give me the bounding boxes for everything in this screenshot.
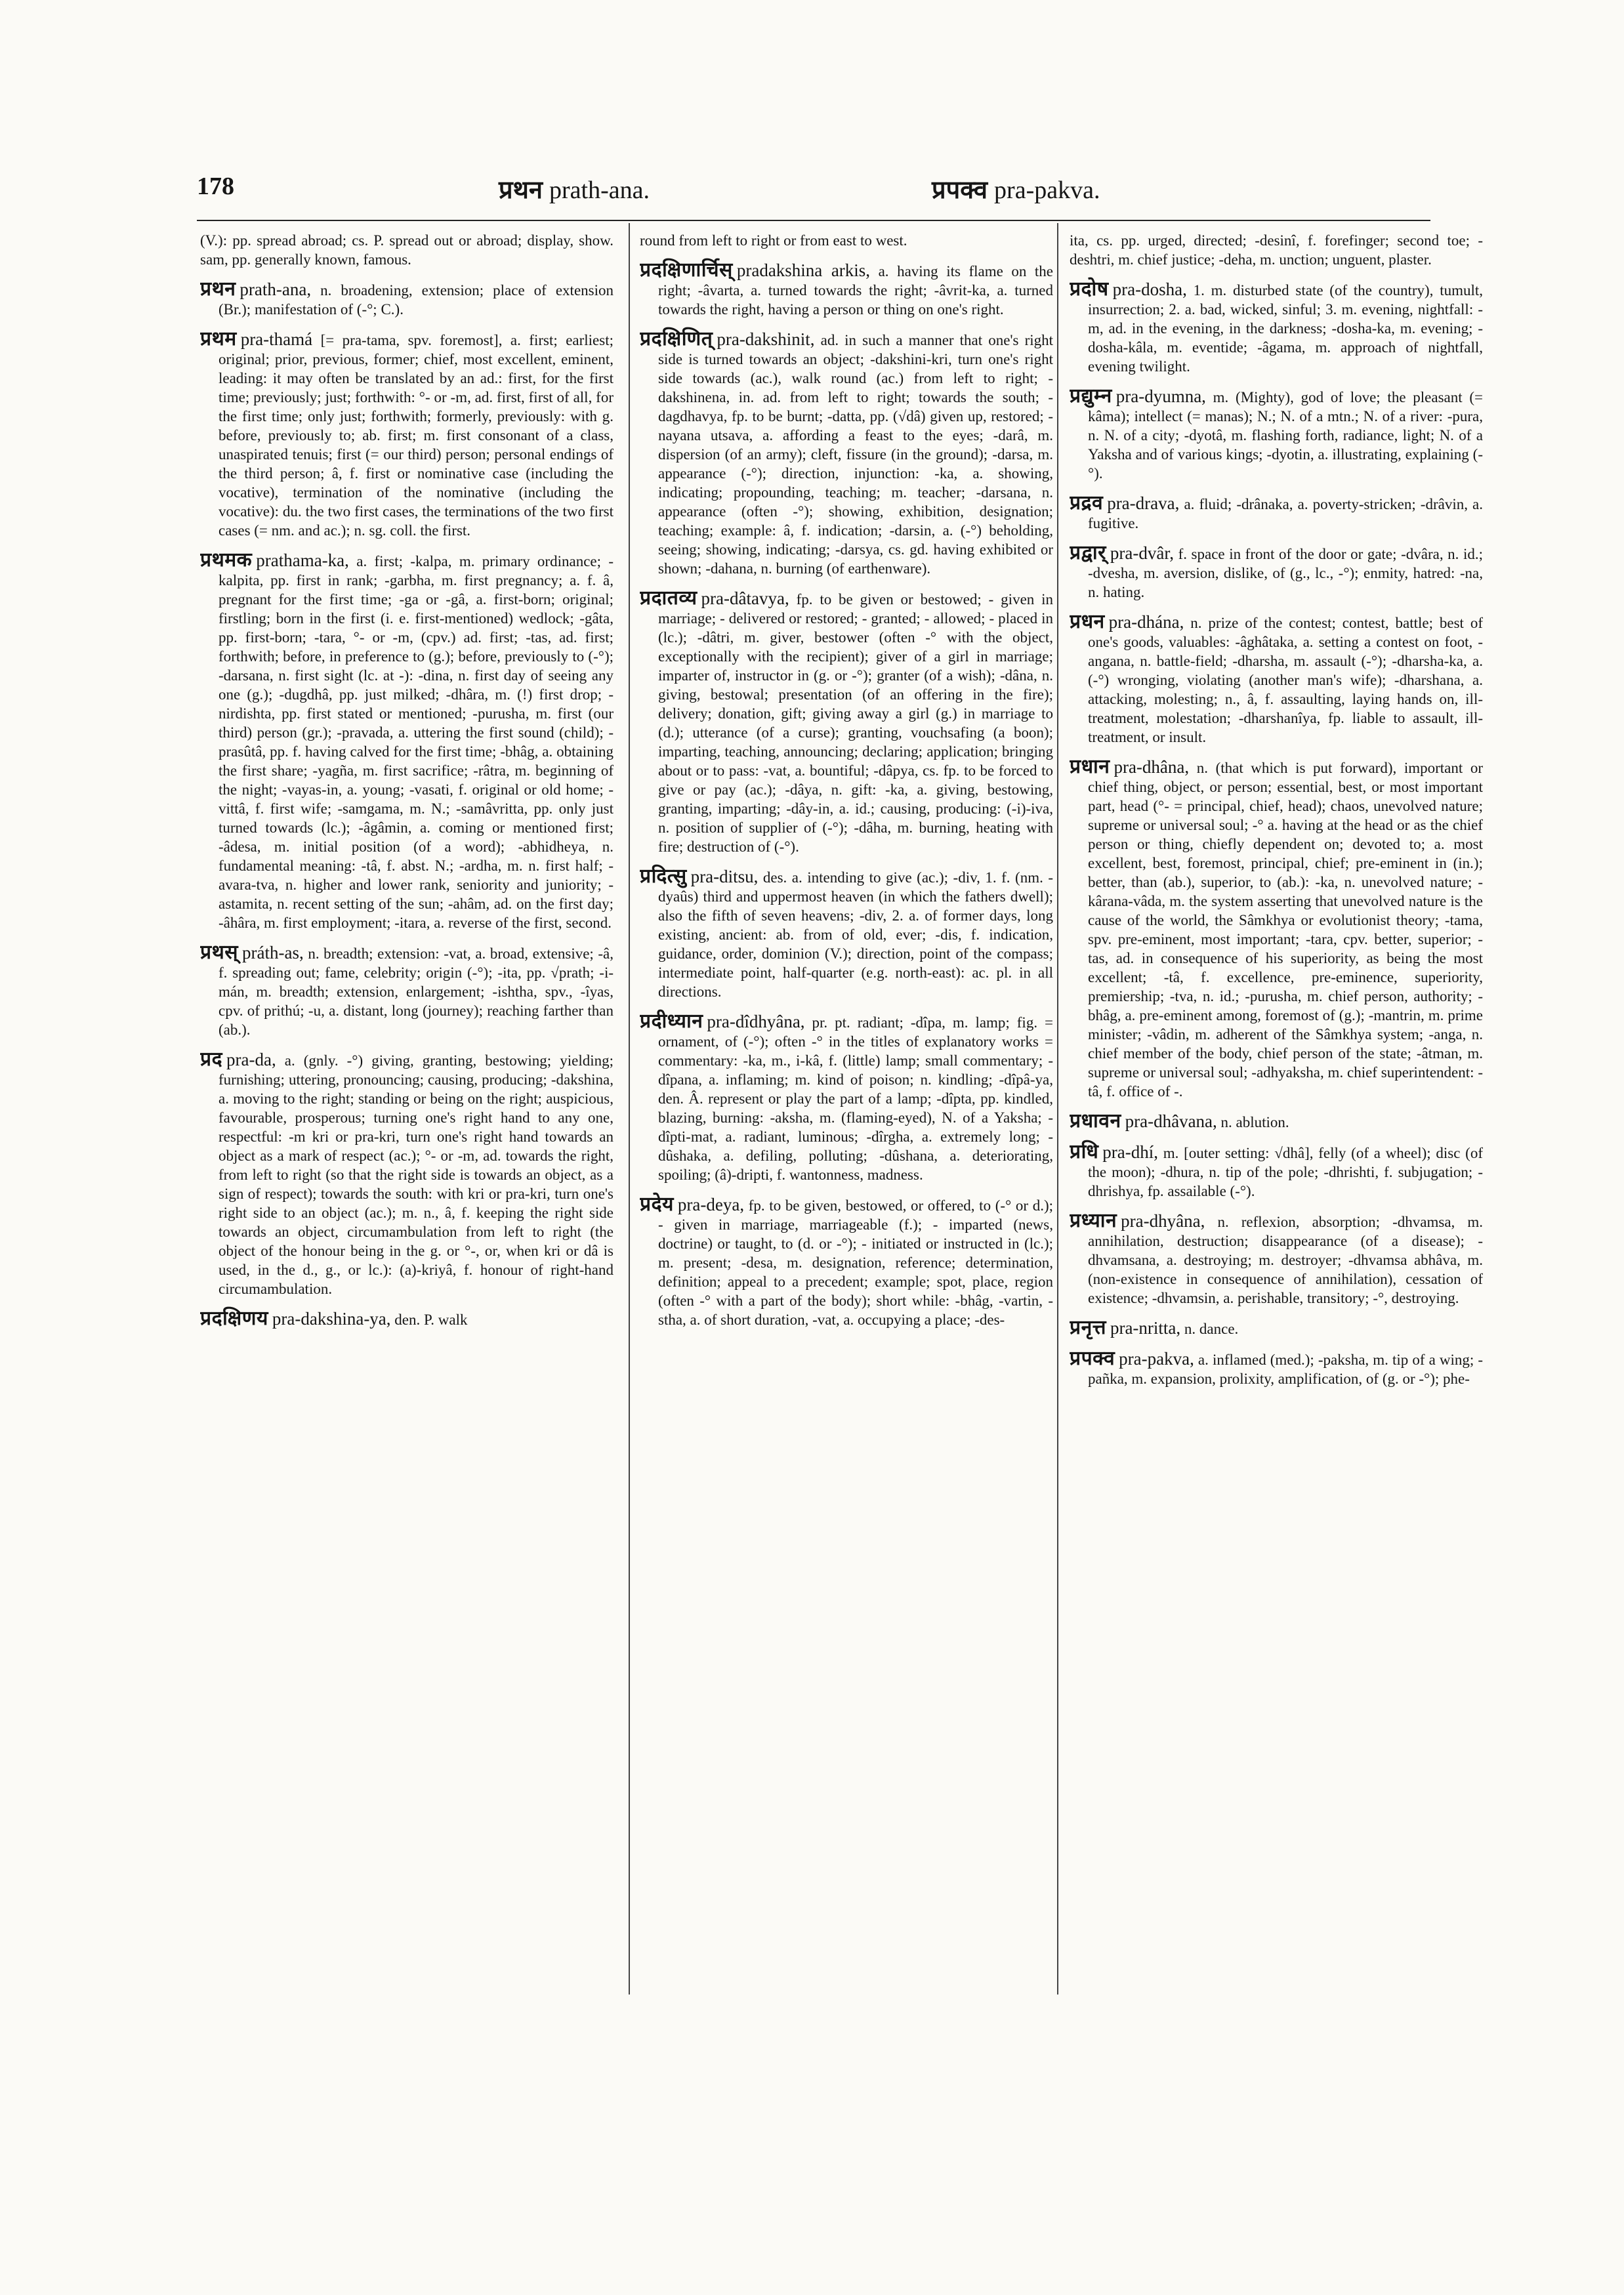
dictionary-entry bbox=[1070, 1318, 1483, 1338]
headword-transliteration: pra-thamá bbox=[240, 329, 313, 349]
headword-transliteration: pra-pakva, bbox=[1119, 1349, 1194, 1369]
headword-devanagari: प्रद्युम्न bbox=[1070, 385, 1112, 407]
headword-transliteration: pra-dâtavya, bbox=[701, 589, 789, 608]
column-3 bbox=[1070, 231, 1483, 2016]
headword-devanagari: प्रदक्षिणार्चिस् bbox=[640, 259, 733, 281]
page-number: 178 bbox=[197, 173, 234, 200]
dictionary-entry bbox=[640, 589, 1053, 856]
entry-definition: den. P. walk bbox=[394, 1312, 468, 1328]
headword-transliteration: pra-dhâna, bbox=[1114, 757, 1190, 777]
dictionary-entry bbox=[640, 1012, 1053, 1184]
headword-devanagari: प्रनृत्त bbox=[1070, 1317, 1106, 1338]
entry-definition: ad. in such a manner that one's right side is turned towards an object; -dakshini-kri, turn one's right side towards (ac.), walk round (ac.) from left to right; -dakshinena, in. ad. from left to right; towards the south; -dagdhavya, fp. to be burnt; -datta, pp. (√dâ) given up, restored; -nayana utsava, a. affording a feast to the eyes; -darâ, m. dispersion (of an army); cleft, fissure (in the ground); -darsa, m. appearance (-°); direction, injunction: -ka, a. showing, indicating; propounding, teaching; m. teacher; -darsana, n. appearance (often -°); showing, exhibition, designation; teaching; example: â, f. indication; -darsin, a. (-°) beholding, seeing; showing, indicating; -darsya, cs. gd. having exhibited or shown; -dahana, n. burning (of earthenware). bbox=[658, 332, 1053, 577]
headword-devanagari: प्रथस् bbox=[200, 941, 239, 963]
headword-devanagari: प्रद्वार् bbox=[1070, 542, 1106, 564]
headword-transliteration: pra-deya, bbox=[677, 1195, 745, 1214]
entry-continuation bbox=[640, 231, 1053, 250]
headword-transliteration: pra-dhyâna, bbox=[1121, 1211, 1205, 1231]
entry-definition: 1. m. disturbed state (of the country), tumult, insurrection; 2. a. bad, wicked, sinful; 3. m. evening, nightfall: -m, ad. in the evening, in the darkness; -dosha-ka, m. evening; -dosha-kâla, m. eventide; -âgama, m. approach of nightfall, evening twilight. bbox=[1088, 282, 1483, 375]
entry-definition: a. having its flame on the right; -âvarta, a. turned towards the right; -âvrit-ka, a. turned towards the right, having a person or thing on one's right. bbox=[658, 263, 1053, 318]
headword-transliteration: pra-dvâr, bbox=[1110, 543, 1174, 563]
headword-devanagari: प्रदातव्य bbox=[640, 587, 697, 609]
entry-continuation bbox=[1070, 231, 1483, 269]
headword-devanagari: प्रद्रव bbox=[1070, 492, 1104, 514]
entry-definition: n. reflexion, absorption; -dhvamsa, m. annihilation, destruction; disappearance (of a disease); -dhvamsana, a. destroying; m. destroyer; -dhvamsa abhâva, m. (non-existence in consequence of annihilation), cessation of existence; -dhvamsin, a. perishable, transitory; -°, destroying. bbox=[1088, 1214, 1483, 1306]
entry-definition: a. first; -kalpa, m. primary ordinance; -kalpita, pp. first in rank; -garbha, m. first pregnancy; a. f. â, pregnant for the first time; -ga or -gâ, a. first-born; original; firstling; born in the first (i. e. first-mentioned) wedlock; -gâta, pp. first-born; -tara, °- or -m, (cpv.) ad. first; -tas, ad. first; forthwith; before, in preference to (g.); before, previously to (-°); -darsana, n. first sight (lc. at -): -dina, n. first day of seeing any one (g.); -dugdhâ, pp. just milked; -dhâra, m. (!) first drop; -nirdishta, pp. first stated or mentioned; -purusha, m. first (our third) person (gr.); -pravada, a. uttering the first sound (child); -prasûtâ, pp. f. having calved for the first time; -bhâg, a. obtaining the first share; -yagña, m. first sacrifice; -râtra, m. beginning of the night; -vayas-in, a. young; -vasati, f. original or old home; -vittâ, f. first wife; -samgama, m. N.; -samâvritta, pp. only just turned towards (lc.); -âgâmin, a. coming or mentioned first; -âdesa, m. initial position (of a word); -abhidheya, n. fundamental meaning: -tâ, f. abst. N.; -ardha, m. n. first half; -avara-tva, n. higher and lower rank, seniority and juniority; -astamita, n. recent setting of the sun; -ahâm, ad. on the first day; -âhâra, m. first employment; -itara, a. reverse of the first, second. bbox=[219, 553, 614, 931]
dictionary-entry bbox=[1070, 386, 1483, 483]
entry-definition: pr. pt. radiant; -dîpa, m. lamp; fig. = ornament, of (-°); often -° in the titles of explanatory works = commentary: -ka, m., i-kâ, f. (little) lamp; small commentary; -dîpana, a. inflaming; m. kind of poison; n. kindling; -dîpâ-ya, den. Â. represent or play the part of a lamp; -dîpta, pp. kindled, blazing, burning: -aksha, m. (flaming-eyed), N. of a Yaksha; -dîpti-mat, a. radiant, luminous; -dîrgha, a. extremely long; -dûshaka, a. defiling, polluting; -dûshana, a. deteriorating, spoiling; (â)-dripti, f. wantonness, madness. bbox=[658, 1014, 1053, 1183]
headword-transliteration: prathama-ka, bbox=[256, 550, 349, 570]
running-header bbox=[197, 172, 1430, 211]
headword-devanagari: प्रदक्षिणित् bbox=[640, 328, 713, 350]
headword-transliteration: pra-ditsu, bbox=[690, 867, 759, 886]
dictionary-entry bbox=[1070, 757, 1483, 1101]
entry-definition: [= pra-tama, spv. foremost], a. first; earliest; original; prior, previous, former; chief, most excellent, eminent, leading: it may often be translated by an ad.: first, for the first time; previously; just; forthwith: °- or -m, ad. first, first of all, for the first time; only just; forthwith; formerly, previously: with g. before, previously to; ab. first; m. first consonant of a class, unaspirated tenuis; first (= our third) person; personal endings of the third person; â, f. first or nominative case (including the vocative), termination of the nominative (including the vocative): du. the two first cases, the terminations of the two first cases (= nm. and ac.); n. sg. coll. the first. bbox=[219, 332, 614, 539]
headword-devanagari: प्रदेय bbox=[640, 1193, 674, 1215]
dictionary-entry bbox=[640, 329, 1053, 578]
headword-devanagari: प्रपक्व bbox=[1070, 1348, 1115, 1369]
headword-devanagari: प्रधि bbox=[1070, 1141, 1099, 1163]
headword-devanagari: प्रथम bbox=[200, 328, 237, 350]
headword-devanagari: प्रधावन bbox=[1070, 1110, 1121, 1132]
dictionary-entry bbox=[200, 1309, 614, 1329]
entry-definition: n. ablution. bbox=[1220, 1114, 1289, 1130]
headword-devanagari: प्रध्यान bbox=[1070, 1210, 1117, 1231]
headword-devanagari: प्रथमक bbox=[200, 549, 253, 571]
dictionary-entry bbox=[1070, 493, 1483, 533]
dictionary-entry bbox=[200, 329, 614, 540]
column-divider bbox=[1057, 223, 1058, 1995]
entry-definition: n. breadth; extension: -vat, a. broad, extensive; -â, f. spreading out; fame, celebrity; origin (-°); -ita, pp. √prath; -i-mán, m. breadth; extension, enlargement; -ishtha, spv., -îyas, cpv. of prithú; -u, a. distant, long (journey); reaching farther than (ab.). bbox=[219, 945, 614, 1038]
headword-transliteration: práth-as, bbox=[242, 943, 304, 962]
dictionary-entry bbox=[640, 1195, 1053, 1329]
dictionary-entry bbox=[1070, 279, 1483, 376]
entry-definition: n. broadening, extension; place of extension (Br.); manifestation of (-°; C.). bbox=[219, 282, 614, 318]
dictionary-entry bbox=[1070, 1111, 1483, 1132]
headword-transliteration: pra-da, bbox=[226, 1050, 276, 1069]
dictionary-entry bbox=[640, 867, 1053, 1001]
headword-devanagari: प्रद bbox=[200, 1048, 222, 1070]
dictionary-entry bbox=[200, 550, 614, 932]
headword-transliteration: pra-dakshina-ya, bbox=[272, 1309, 391, 1329]
headword-transliteration: pra-dakshinit, bbox=[717, 329, 815, 349]
dictionary-entry bbox=[200, 279, 614, 319]
header-rule bbox=[197, 220, 1430, 221]
headword-transliteration: pra-dosha, bbox=[1112, 279, 1187, 299]
dictionary-entry bbox=[640, 260, 1053, 319]
entry-continuation bbox=[200, 231, 614, 269]
headword-devanagari: प्रथन bbox=[200, 278, 236, 300]
entry-definition: m. (Mighty), god of love; the pleasant (= kâma); intellect (= manas); N.; N. of a mtn.; N. of a river: -pura, n. N. of a city; -dyotâ, m. flashing forth, radiance, light; N. of a Yaksha and of various kings; -dyotin, a. illustrating, explaining (-°). bbox=[1088, 389, 1483, 482]
headword-devanagari: प्रधान bbox=[1070, 756, 1110, 777]
entry-definition: des. a. intending to give (ac.); -div, 1. f. (nm. -dyaûs) third and uppermost heaven (in which the fathers dwell); also the fifth of seven heavens; -div, 2. a. of former days, long existing, ancient: ab. from of old, ever; -dis, f. indication, guidance, order, dominion (V.); direction, point of the compass; intermediate point, half-quarter (e.g. north-east): ac. pl. in all directions. bbox=[658, 869, 1053, 1000]
entry-definition: round from left to right or from east to west. bbox=[640, 232, 907, 249]
dictionary-entry bbox=[1070, 1349, 1483, 1388]
entry-definition: a. fluid; -drânaka, a. poverty-stricken; -drâvin, a. fugitive. bbox=[1088, 496, 1483, 531]
column-2 bbox=[640, 231, 1053, 2016]
headword-transliteration: pra-dhí, bbox=[1102, 1142, 1159, 1162]
dictionary-entry bbox=[200, 943, 614, 1039]
header-first-word: प्रथन prath-ana. bbox=[499, 176, 650, 204]
entry-definition: f. space in front of the door or gate; -dvâra, n. id.; -dvesha, m. aversion, dislike, of (g., lc., -°); enmity, hatred: -na, n. hating. bbox=[1088, 546, 1483, 600]
headword-transliteration: pra-nritta, bbox=[1110, 1318, 1181, 1338]
column-divider bbox=[629, 223, 630, 1995]
column-1 bbox=[200, 231, 614, 2016]
entry-definition: n. (that which is put forward), important or chief thing, object, or person; essential, best, or most important part, head (°- = principal, chief, head); chaos, unevolved nature; supreme or universal soul; -° a. having at the head or as the chief person or thing, chiefly dependent on; devoted to; a. most excellent, best, foremost, principal, chief; pre-eminent in (in.); better, than (ab.), superior, to (ab.): -ka, n. unevolved nature; -kârana-vâda, m. the system asserting that unevolved nature is the cause of the world, the Sâmkhya or evolutionist theory; -tama, spv. pre-eminent, most important; -tara, cpv. better, superior; -tas, ad. in consequence of his superiority, as being the most excellent; -tâ, f. excellence, pre-eminence, superiority, premiership; -tva, n. id.; -purusha, m. chief person, authority; -bhâg, a. pre-eminent among, foremost of (g.); -mantrin, m. prime minister; -vâdin, m. adherent of the Sâmkhya system; -anga, n. chief member of the body, chief person of the state; -âtman, m. supreme or universal soul; -adhyaksha, m. chief superintendent: -tâ, f. office of -. bbox=[1088, 760, 1483, 1100]
headword-transliteration: prath-ana, bbox=[239, 279, 312, 299]
headword-devanagari: प्रदित्सु bbox=[640, 865, 687, 887]
headword-devanagari: प्रधन bbox=[1070, 611, 1105, 632]
entry-definition: n. dance. bbox=[1184, 1321, 1239, 1337]
headword-devanagari: प्रदक्षिणय bbox=[200, 1308, 268, 1329]
entry-definition: (V.): pp. spread abroad; cs. P. spread out or abroad; display, show. sam, pp. generally known, famous. bbox=[200, 232, 614, 268]
dictionary-entry bbox=[200, 1050, 614, 1298]
header-last-word: प्रपक्व pra-pakva. bbox=[932, 176, 1100, 204]
dictionary-entry bbox=[1070, 543, 1483, 602]
entry-definition: fp. to be given, bestowed, or offered, to (-° or d.); - given in marriage, marriageable (f.); - imparted (news, doctrine) or taught, to (d. or -°); - initiated or instructed in (lc.); m. present; -desa, m. designation, reference; determination, definition; appeal to a precedent; example; spot, place, region (often -° with a part of the body); short while: -bhâg, -vartin, -stha, a. of short duration, -vat, a. occupying a place; -des- bbox=[658, 1197, 1053, 1328]
dictionary-entry bbox=[1070, 612, 1483, 747]
entry-definition: a. (gnly. -°) giving, granting, bestowing; yielding; furnishing; uttering, pronouncing; causing, producing; -dakshina, a. moving to the right; standing or being on the right; auspicious, favourable, prosperous; turning one's right hand to any one, respectful: -m kri or pra-kri, turn one's right hand towards an object as a mark of respect (ac.); °- or -m, ad. towards the right, from left to right (so that the right side is towards an object, as a sign of respect); towards the south: with kri or pra-kri, turn one's right side to an object (ac.); m. n., â, f. keeping the right side towards an object, circumambulation from left to right (the object of the honour being in the g. or °-, or, when kri or dâ is used, in the d., g., or lc.): (a)-kriyâ, f. honour of right-hand circumambulation. bbox=[219, 1052, 614, 1297]
entry-definition: n. prize of the contest; contest, battle; best of one's goods, valuables: -âghâtaka, a. setting a contest on foot, -angana, n. battle-field; -dharsha, m. assault (-°); -dharsha-ka, a. (-°) wronging, violating (another man's wife); -dharshana, a. attacking, molesting; n., â, f. assaulting, laying hands on, ill-treatment, molestation; -dharshanîya, fp. liable to assault, ill-treatment, or insult. bbox=[1088, 615, 1483, 745]
entry-definition: fp. to be given or bestowed; - given in marriage; - delivered or restored; - granted; - allowed; - placed in (lc.); -dâtri, m. giver, bestower (often -° with the object, exceptionally with the recipient); giver of a girl in marriage; imparter of, instructor in (g. or -°); granter (of a wish); -dâna, n. giving, bestowal; presentation (of an offering in the fire); delivery; donation, gift; giving away a girl (g.) in marriage to (d.); utterance (of a curse); granting, vouchsafing (a boon); imparting, teaching, announcing; declaring; application; bringing about or to pass: -vat, a. bountiful; -dâpya, cs. fp. to be forced to give or pay (ac.); -dâya, n. gift: -ka, a. giving, bestowing, granting, imparting; -dây-in, a. id.; causing, producing: (-i)-iva, n. position of supplier of (-°); -dâha, m. burning, heating with fire; destruction of (-°). bbox=[658, 591, 1053, 855]
headword-transliteration: pra-drava, bbox=[1107, 493, 1180, 513]
entry-definition: a. inflamed (med.); -paksha, m. tip of a wing; -pañka, m. expansion, prolixity, amplification, of (g. or -°); phe- bbox=[1088, 1352, 1483, 1387]
headword-transliteration: pra-dhâvana, bbox=[1125, 1111, 1217, 1131]
entry-definition: ita, cs. pp. urged, directed; -desinî, f. forefinger; second toe; -deshtri, m. chief justice; -deha, m. unction; unguent, plaster. bbox=[1070, 232, 1483, 268]
dictionary-entry bbox=[1070, 1211, 1483, 1308]
entry-definition: m. [outer setting: √dhâ], felly (of a wheel); disc (of the moon); -dhura, n. tip of the pole; -dhrishti, f. subjugation; -dhrishya, fp. assailable (-°). bbox=[1088, 1145, 1483, 1199]
headword-transliteration: pra-dîdhyâna, bbox=[707, 1012, 805, 1031]
dictionary-entry bbox=[1070, 1142, 1483, 1201]
headword-devanagari: प्रदोष bbox=[1070, 278, 1109, 300]
headword-devanagari: प्रदीध्यान bbox=[640, 1010, 703, 1032]
headword-transliteration: pra-dhána, bbox=[1108, 612, 1184, 632]
headword-transliteration: pra-dyumna, bbox=[1115, 386, 1206, 406]
headword-transliteration: pradakshina arkis, bbox=[736, 260, 871, 280]
